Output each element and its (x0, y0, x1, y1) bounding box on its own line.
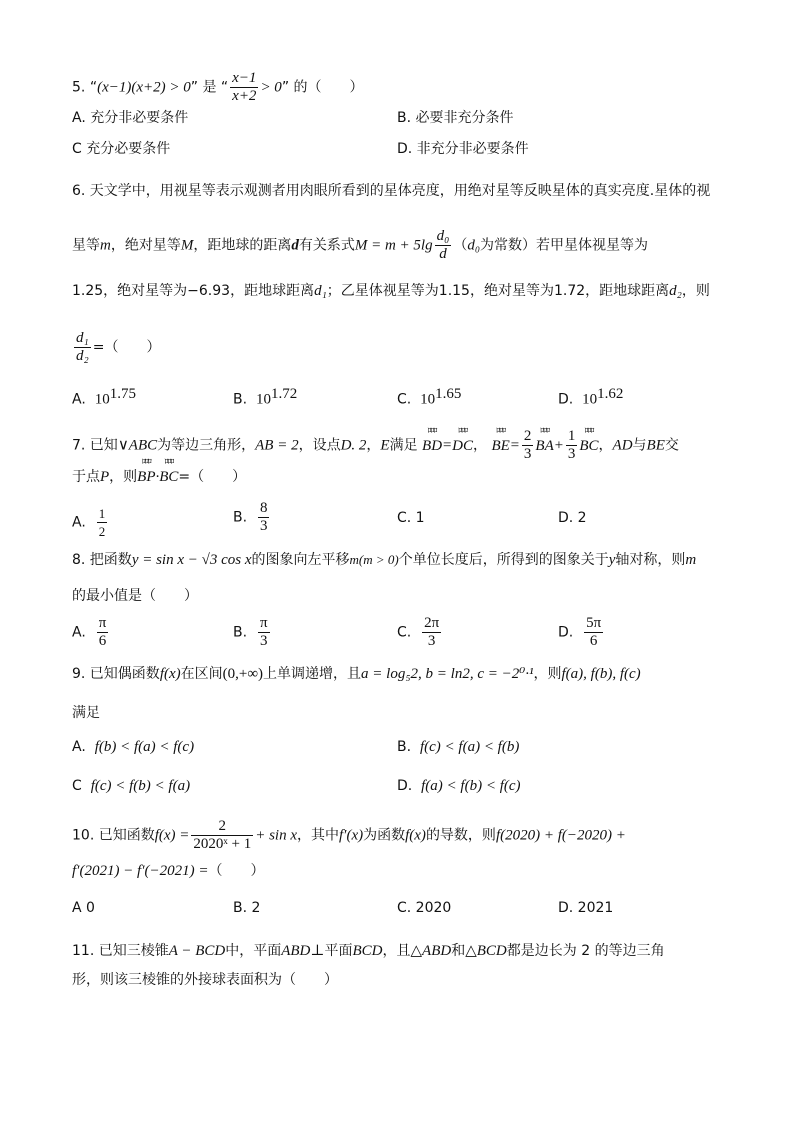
q8-option-a: A. $\frac{\pi}{6}$ (72, 615, 107, 649)
q8-option-d: D. $\frac{5\pi}{6}$ (558, 615, 602, 649)
q9-option-b: B. f(c) < f(a) < f(b) (397, 739, 520, 755)
q8-line1: 8. 把函数y = sin x − √3 cos x的图象向左平移m(m > 0)个单位长度后，所得到的图象关于y轴对称，则m (72, 552, 697, 568)
q7-vector-bd: ﾛﾛﾛ BD (422, 425, 443, 454)
q6-option-a: A. $10^{1.75}$ (72, 386, 136, 408)
q6-formula: M = m + 5lg (354, 237, 433, 254)
q7-vector-ba: ﾛﾛﾛ BA (535, 425, 554, 454)
q6-line2: 星等m，绝对星等M，距地球的距离d有关系式M = m + 5lg $\frac{\text{d₀}}{d}$ （d₀为常数）若甲星体视星等为 (72, 228, 649, 262)
q7-option-d: D. 2 (558, 510, 587, 526)
q6-ratio-fraction: $\frac{\text{d₁}}{\text{d₂}}$ (76, 330, 89, 364)
q7-vector-bc: ﾛﾛﾛ BC (579, 425, 599, 454)
q10-option-a: A 0 (72, 900, 95, 916)
q8-option-c: C. $\frac{2\pi}{3}$ (397, 615, 440, 649)
q9-option-c: C f(c) < f(b) < f(a) (72, 778, 191, 794)
q6-line1: 6. 天文学中，用视星等表示观测者用肉眼所看到的星体亮度，用绝对星等反映星体的真实亮度.星体的视 (72, 183, 711, 199)
q6-line3: 1.25，绝对星等为−6.93，距地球距离d₁；乙星体视星等为1.15，绝对星等为1.72，距地球距离d₂，则 (72, 283, 710, 299)
q7-vector-bc2: ﾛﾛﾛ BC (159, 457, 179, 485)
q7-vector-dc: ﾛﾛﾛ DC (452, 425, 474, 454)
q5-option-b: B. 必要非充分条件 (397, 110, 514, 126)
q5-option-a: A. 充分非必要条件 (72, 110, 189, 126)
q8-function: y = sin x − √3 cos x (131, 552, 252, 568)
q7-vector-be: ﾛﾛﾛ BE (491, 425, 510, 454)
q9-option-d: D. f(a) < f(b) < f(c) (397, 778, 521, 794)
q6-option-b: B. $10^{1.72}$ (233, 386, 298, 408)
q7-option-b: B. $\frac{8}{3}$ (233, 500, 268, 534)
q9-values: a = log₅2, b = ln2, c = −2⁰·¹ (361, 666, 534, 682)
q5-option-d: D. 非充分非必要条件 (397, 141, 529, 157)
q5-fraction: $\frac{x-1}{x+2}$ (232, 70, 257, 104)
q7-option-a: A. $\frac{1}{2}$ (72, 506, 106, 539)
q6-fraction: $\frac{\text{d₀}}{d}$ (436, 228, 450, 262)
q8-line2: 的最小值是（ ） (72, 588, 198, 604)
q6-option-c: C. $10^{1.65}$ (397, 386, 462, 408)
q9-line2: 满足 (72, 705, 100, 721)
q5-expr: (x−1)(x+2) > 0 (97, 79, 191, 96)
q5-stem: 5. “(x−1)(x+2) > 0” 是 “ $\frac{x-1}{x+2}$ > 0” 的（ ） (72, 70, 364, 104)
q8-option-b: B. $\frac{\pi}{3}$ (233, 615, 268, 649)
q5-number: 5. (72, 79, 86, 96)
q7-option-c: C. 1 (397, 510, 425, 526)
q10-option-b: B. 2 (233, 900, 261, 916)
q9-option-a: A. f(b) < f(a) < f(c) (72, 739, 195, 755)
q7-vector-bp: ﾛﾛﾛ BP (137, 457, 156, 485)
q7-line1: 7. 已知∨ABC为等边三角形，AB = 2，设点D. 2，E满足 ﾛﾛﾛ BD= ﾛﾛﾛ DC， ﾛﾛﾛ BE= $\frac{2}{3}$ ﾛﾛﾛ BA+ $\frac{1}{3}$ ﾛﾛﾛ BC，AD与BE交 (72, 425, 679, 462)
q6-ratio: $\frac{\text{d₁}}{\text{d₂}}$ =（ ） (76, 330, 161, 364)
q11-line2: 形，则该三棱锥的外接球表面积为（ ） (72, 972, 338, 988)
q6-option-d: D. $10^{1.62}$ (558, 386, 624, 408)
q7-line2: 于点P，则 ﾛﾛﾛ BP· ﾛﾛﾛ BC=（ ） (72, 457, 247, 485)
q9-line1: 9. 已知偶函数f(x)在区间(0,+∞)上单调递增，且a = log₅2, b = ln2, c = −2⁰·¹，则f(a), f(b), f(c) (72, 666, 641, 682)
q5-option-c: C 充分必要条件 (72, 141, 171, 157)
q10-line2: f′(2021) − f′(−2021) =（ ） (72, 863, 265, 879)
q10-option-d: D. 2021 (558, 900, 614, 916)
q10-line1: 10. 已知函数f(x) = $\frac{2}{\text{2020ˣ + 1}}$ + sin x，其中f′(x)为函数f(x)的导数，则f(2020) + f(−2020) + (72, 818, 626, 852)
q11-line1: 11. 已知三棱锥A − BCD中，平面ABD⊥平面BCD，且△ABD和△BCD都是边长为 2 的等边三角 (72, 943, 665, 959)
q10-fraction: $\frac{2}{\text{2020ˣ + 1}}$ (193, 818, 252, 852)
q10-option-c: C. 2020 (397, 900, 452, 916)
